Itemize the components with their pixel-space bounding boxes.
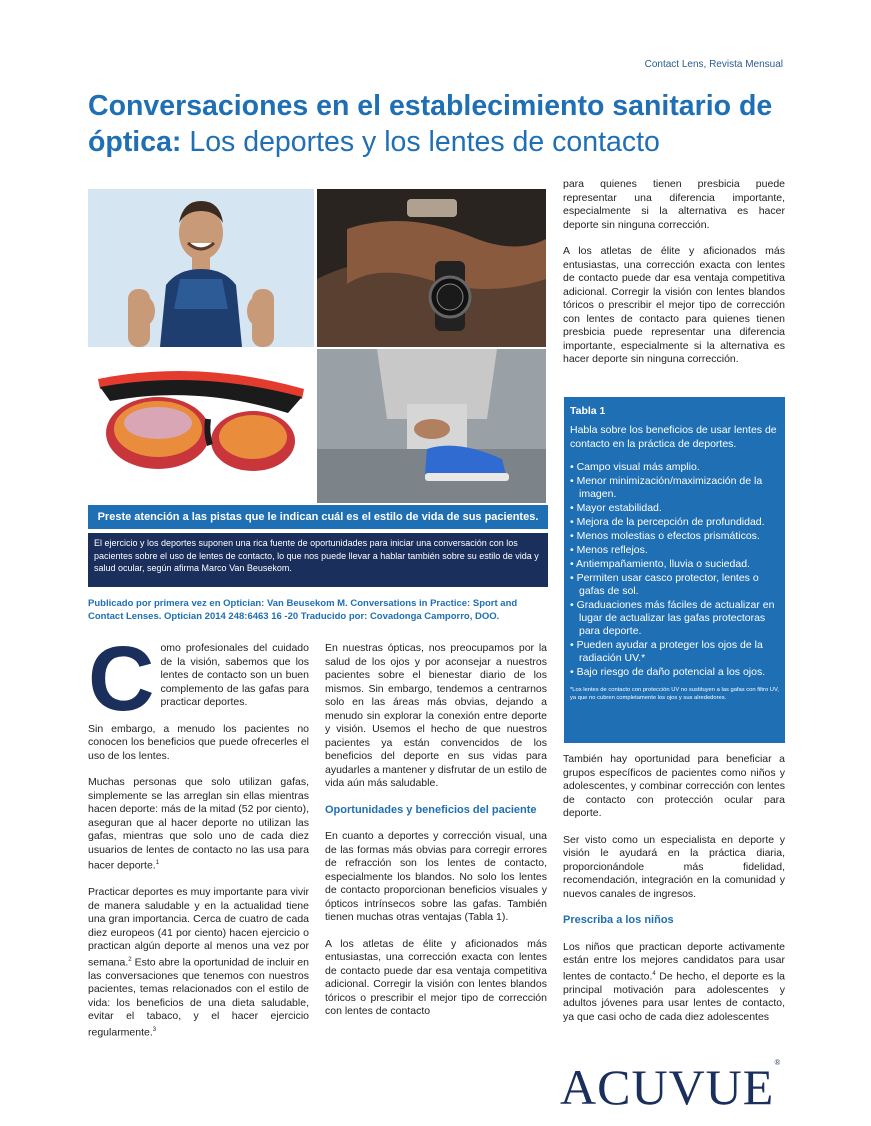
photo-caption: Preste atención a las pistas que le indican cuál es el estilo de vida de sus pacientes. <box>88 505 548 529</box>
list-item: • Mayor estabilidad. <box>570 502 662 514</box>
title-bold: Conversaciones en el establecimiento sanitario de óptica: <box>88 90 773 158</box>
list-item: • Menor minimización/maximización de la imagen. <box>570 475 763 500</box>
publication-note: Publicado por primera vez en Optician: Van Beusekom M. Conversations in Practice: Sport and Contact Lenses. Optician 2014 248:6463 16 -20 Traducido por: Covadonga Camporro, DOO. <box>88 598 518 622</box>
paragraph: En cuanto a deportes y corrección visual, una de las formas más obvias para corregir errores de refracción son los lentes de contacto, especialmente los blandos. No solo los lentes de contacto proporcionan beneficios visuales y ópticos intrínsecos sobre las gafas. También tienen muchas otras ventajas (Tabla 1). <box>325 830 547 923</box>
paragraph: para quienes tienen presbicia puede representar una diferencia importante, especialmente si la alternativa es hacer deporte sin ninguna corrección. <box>563 178 785 231</box>
paragraph: A los atletas de élite y aficionados más entusiastas, una corrección exacta con lentes de contacto puede dar esa ventaja competitiva adicional. Corregir la visión con lentes blandos tóricos o prescribir el mejor tipo de corrección con lentes de contacto <box>325 937 547 1017</box>
table-footnote: *Los lentes de contacto con protección UV no sustituyen a las gafas con filtro UV, ya que no cubren completamente los ojos y sus alrededores. <box>570 687 779 701</box>
paragraph: También hay oportunidad para beneficiar a grupos específicos de pacientes como niños y adolescentes, y combinar corrección con lentes de contacto con protección ocular para deporte. <box>563 753 785 819</box>
title-light: Los deportes y los lentes de contacto <box>189 126 660 158</box>
athlete-illustration <box>88 189 314 347</box>
page-title <box>88 88 788 160</box>
watch-illustration <box>317 189 546 347</box>
list-item: • Mejora de la percepción de profundidad. <box>570 516 765 528</box>
list-item: • Pueden ayudar a proteger los ojos de la radiación UV.* <box>570 639 763 664</box>
article-column-3-bottom <box>563 753 785 1037</box>
section-heading: Prescriba a los niños <box>563 914 674 926</box>
photo-athlete <box>88 189 314 347</box>
list-item: • Menos reflejos. <box>570 544 648 556</box>
article-column-2 <box>325 642 547 1032</box>
paragraph: Sin embargo, a menudo los pacientes no conocen los beneficios que puede ofrecerles el uso de los lentes. <box>88 722 309 762</box>
list-item: • Campo visual más amplio. <box>570 461 700 473</box>
list-item: • Menos molestias o efectos prismáticos. <box>570 530 760 542</box>
paragraph: Como profesionales del cuidado de la visión, sabemos que los lentes de contacto son un buen complemento de las gafas para practicar deportes. <box>88 628 309 730</box>
drop-cap: C <box>88 628 155 730</box>
sunglasses-illustration <box>88 349 314 503</box>
article-column-1 <box>88 628 309 1053</box>
photo-watch <box>317 189 546 347</box>
journal-tag: Contact Lens, Revista Mensual <box>644 59 783 70</box>
article-column-3-top <box>563 178 785 380</box>
benefits-list <box>570 461 779 679</box>
list-item: • Graduaciones más fáciles de actualizar en lugar de actualizar las gafas protectoras para deporte. <box>570 599 775 637</box>
photo-sunglasses <box>88 349 314 503</box>
paragraph: Muchas personas que solo utilizan gafas, simplemente se las arreglan sin ellas mientras hacen deporte: más de la mitad (52 por ciento), aseguran que al hacer deporte no utilizan las gafas, mientras que solo uno de cada diez usuarios de lentes de contacto no las usa para hacer deporte.$^1$ <box>88 776 309 872</box>
list-item: • Antiempañamiento, lluvia o suciedad. <box>570 558 750 570</box>
runner-illustration <box>317 349 546 503</box>
paragraph: A los atletas de élite y aficionados más entusiastas, una corrección exacta con lentes de contacto puede dar esa ventaja competitiva adicional. Corregir la visión con lentes blandos tóricos o prescribir el mejor tipo de corrección con lentes de contacto para quienes tienen presbicia puede representar una diferencia importante, especialmente si la alternativa es hacer deporte sin ninguna corrección. <box>563 245 785 365</box>
list-item: • Permiten usar casco protector, lentes o gafas de sol. <box>570 572 759 597</box>
table-1-box <box>564 397 785 743</box>
intro-summary: El ejercicio y los deportes suponen una rica fuente de oportunidades para iniciar una conversación con los pacientes sobre el uso de lentes de contacto, lo que nos puede llevar a hablar también sobre su estilo de vida y salud ocular, según afirma Marco Van Beusekom. <box>88 533 548 587</box>
paragraph: Los niños que practican deporte activamente están entre los mejores candidatos para usar lentes de contacto.$^4$ De hecho, el deporte es la principal motivación para adolescentes y adultos jóvenes para usar lentes de contacto, ya que casi ocho de cada diez adolescentes <box>563 940 785 1023</box>
paragraph: Ser visto como un especialista en deporte y visión le ayudará en la práctica diaria, proporcionándole más fidelidad, recomendación, integración en la comunidad y nuevos canales de ingresos. <box>563 833 785 900</box>
paragraph: En nuestras ópticas, nos preocupamos por la salud de los ojos y por aconsejar a nuestros pacientes sobre el bienestar diario de los mismos. Sin embargo, tendemos a centrarnos solo en las áreas más obvias, dejando a menudo sin explorar la conexión entre deporte y visión. Usemos el hecho de que nuestros pacientes ya están convencidos de los beneficios del deporte en sus vidas para ayudarles a mantener y disfrutar de un estilo de vida aún más saludable. <box>325 642 547 789</box>
table-title: Tabla 1 <box>570 405 606 417</box>
acuvue-logo: ACUVUE® <box>560 1058 782 1115</box>
section-heading: Oportunidades y beneficios del paciente <box>325 803 537 816</box>
photo-runner <box>317 349 546 503</box>
paragraph: Practicar deportes es muy importante para vivir de manera saludable y en la actualidad tiene una gran importancia. Cerca de cuatro de cada diez europeos (41 por ciento) hacen ejercicio o practican algún deporte al menos una vez por semana.$^2$ Esto abre la oportunidad de incluir en las conversaciones que tenemos con nuestros pacientes, temas relacionados con el estilo de vida: los beneficios de una dieta saludable, evitar el tabaco, y el hacer ejercicio regularmente.$^3$ <box>88 886 309 1038</box>
table-description: Habla sobre los beneficios de usar lentes de contacto en la práctica de deportes. <box>570 424 777 450</box>
list-item: • Bajo riesgo de daño potencial a los ojos. <box>570 666 766 678</box>
